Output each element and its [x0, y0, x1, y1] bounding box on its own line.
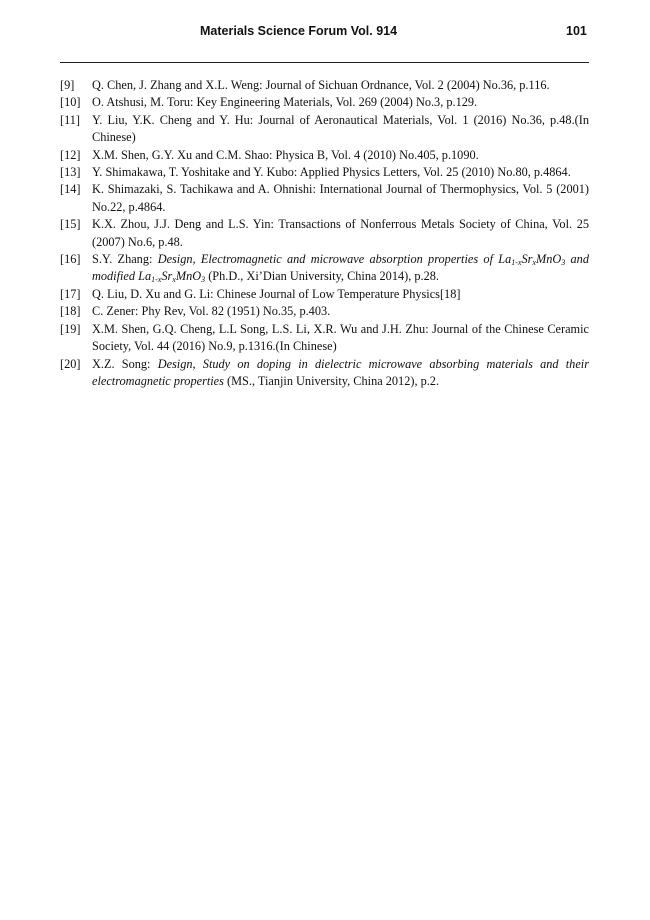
reference-text: Y. Liu, Y.K. Cheng and Y. Hu: Journal of Aeronautical Materials, Vol. 1 (2016) No.36, p.48.(In Chinese) — [92, 112, 589, 145]
running-header-journal: Materials Science Forum Vol. 914 — [200, 24, 398, 38]
reference-item — [60, 321, 589, 356]
reference-list — [60, 77, 589, 390]
reference-text: C. Zener: Phy Rev, Vol. 82 (1951) No.35, p.403. — [92, 304, 331, 319]
reference-number: [18] — [60, 304, 81, 319]
reference-text: K.X. Zhou, J.J. Deng and L.S. Yin: Transactions of Nonferrous Metals Society of China, Vol. 25 (2007) No.6, p.48. — [92, 217, 589, 249]
reference-text: Q. Liu, D. Xu and G. Li: Chinese Journal of Low Temperature Physics[18] — [92, 286, 461, 301]
reference-item — [60, 216, 589, 251]
reference-item — [60, 164, 589, 181]
reference-title: Design, Study on doping in dielectric microwave absorbing materials and their electromagnetic properties — [92, 356, 589, 388]
reference-item — [60, 94, 589, 111]
reference-item — [60, 181, 589, 216]
reference-title: Design, Electromagnetic and microwave absorption properties of $La_{1-x}Sr_xMnO_3$ and modified $La_{1-x}Sr_xMnO_3$ — [92, 252, 589, 285]
reference-number: [11] — [60, 112, 81, 127]
reference-number: [12] — [60, 147, 81, 162]
reference-text: O. Atshusi, M. Toru: Key Engineering Materials, Vol. 269 (2004) No.3, p.129. — [92, 95, 478, 110]
reference-number: [17] — [60, 286, 81, 301]
reference-item — [60, 251, 589, 286]
reference-text: K. Shimazaki, S. Tachikawa and A. Ohnishi: International Journal of Thermophysics, Vol. 5 (2001) No.22, p.4864. — [92, 182, 589, 214]
reference-number: [16] — [60, 252, 81, 267]
reference-item — [60, 147, 589, 164]
reference-number: [14] — [60, 182, 81, 197]
reference-text: X.M. Shen, G.Y. Xu and C.M. Shao: Physica B, Vol. 4 (2010) No.405, p.1090. — [92, 147, 479, 162]
reference-item — [60, 112, 589, 147]
reference-number: [20] — [60, 356, 81, 371]
reference-item — [60, 356, 589, 391]
reference-author: S.Y. Zhang: — [92, 252, 153, 267]
reference-source: (MS., Tianjin University, China 2012), p.2. — [227, 373, 440, 388]
reference-author: X.Z. Song: — [92, 356, 151, 371]
reference-source: (Ph.D., Xi’Dian University, China 2014), p.28. — [208, 269, 439, 284]
reference-number: [19] — [60, 321, 81, 336]
reference-number: [13] — [60, 165, 81, 180]
reference-item — [60, 303, 589, 320]
reference-item — [60, 77, 589, 94]
reference-text: Q. Chen, J. Zhang and X.L. Weng: Journal of Sichuan Ordnance, Vol. 2 (2004) No.36, p.116. — [92, 78, 550, 92]
reference-number: [10] — [60, 95, 81, 110]
page-number: 101 — [566, 24, 587, 38]
reference-text: Y. Shimakawa, T. Yoshitake and Y. Kubo: Applied Physics Letters, Vol. 25 (2010) No.80, p.4864. — [92, 165, 571, 180]
reference-text: X.M. Shen, G.Q. Cheng, L.L Song, L.S. Li, X.R. Wu and J.H. Zhu: Journal of the Chinese Ceramic Society, Vol. 44 (2016) No.9, p.1316.(In Chinese) — [92, 321, 589, 354]
header-divider — [60, 62, 589, 63]
reference-number: [9] — [60, 78, 75, 92]
reference-item — [60, 286, 589, 303]
reference-number: [15] — [60, 217, 81, 232]
